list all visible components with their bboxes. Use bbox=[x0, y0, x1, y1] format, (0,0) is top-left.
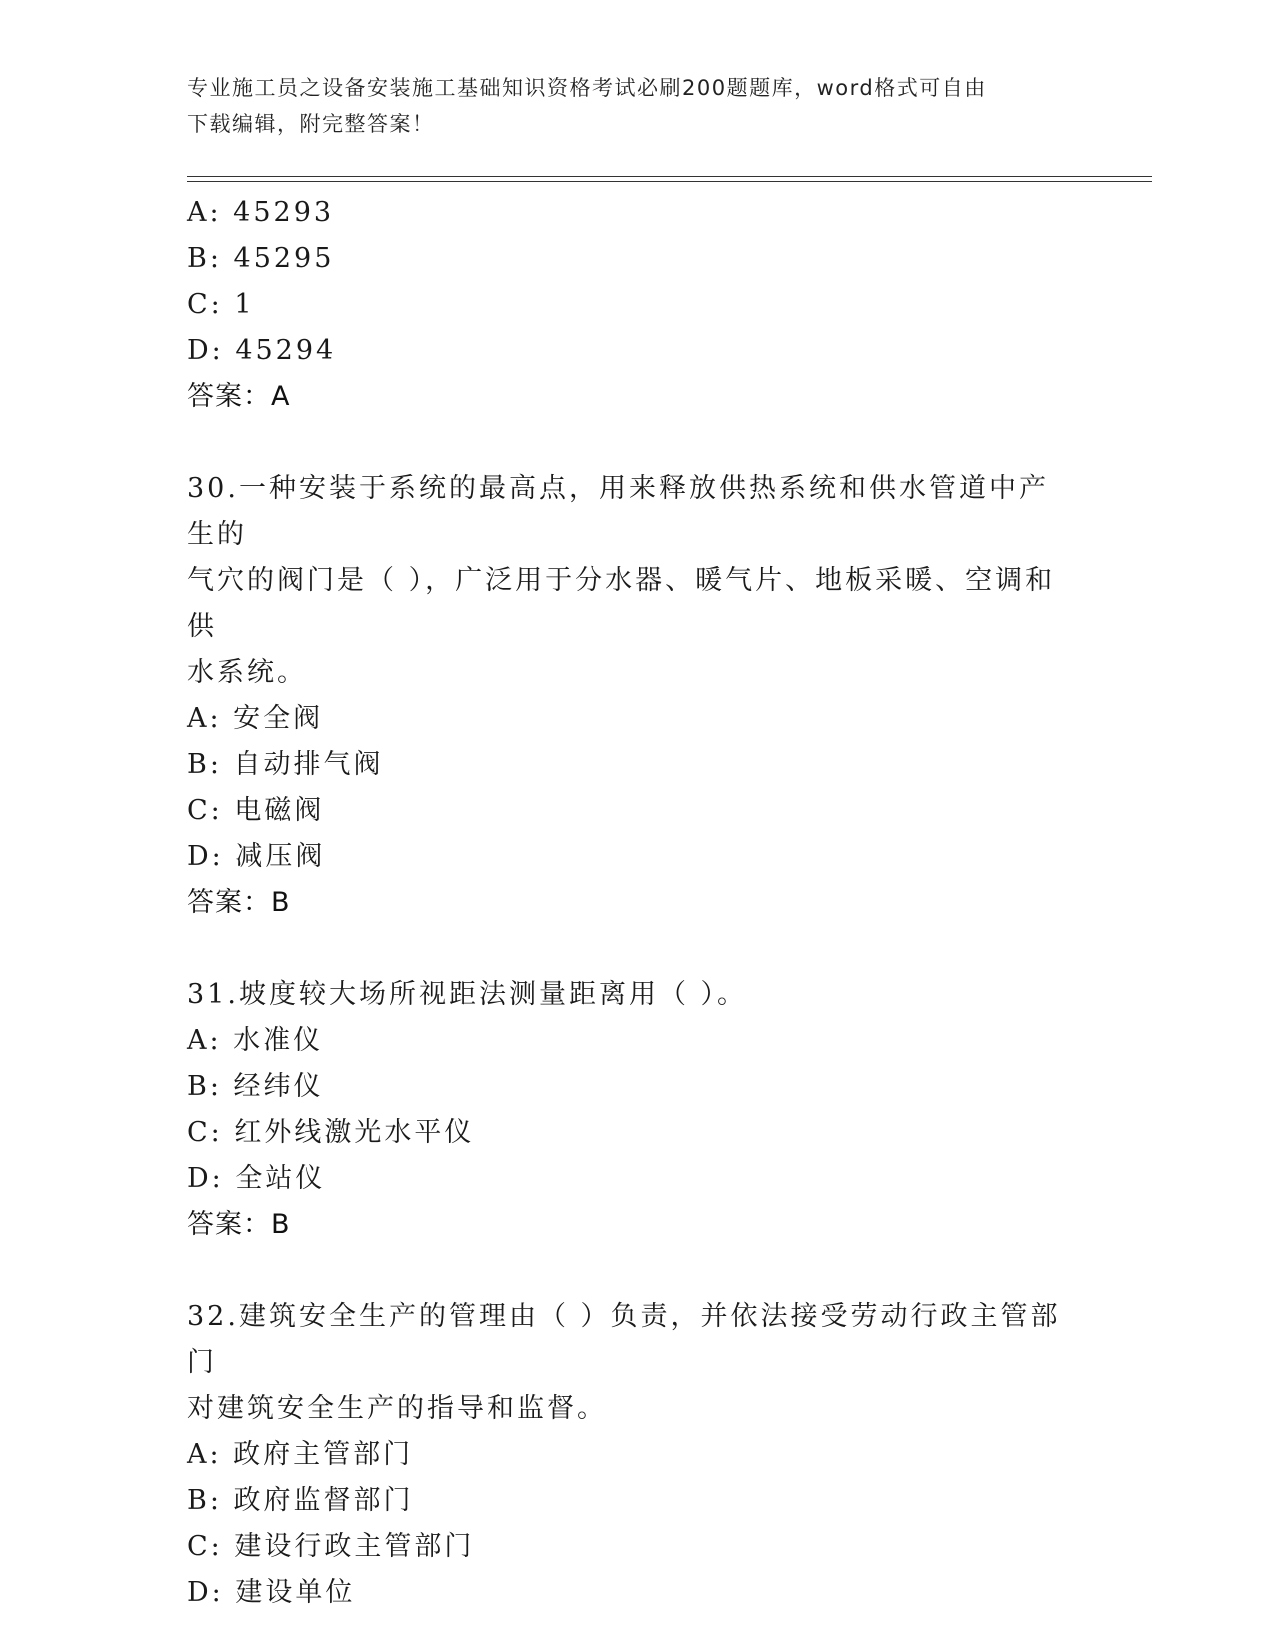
option-c: C: 红外线激光水平仪 bbox=[187, 1117, 475, 1148]
option-b: B: 45295 bbox=[187, 243, 335, 274]
question-stem-line: 31.坡度较大场所视距法测量距离用（ ）。 bbox=[187, 979, 748, 1010]
question-block-31 bbox=[187, 972, 1087, 1248]
question-stem-line: 气穴的阀门是（ ），广泛用于分水器、暖气片、地板采暖、空调和供 bbox=[187, 565, 1056, 642]
option-b: B: 政府监督部门 bbox=[187, 1485, 414, 1516]
option-a: A: 安全阀 bbox=[187, 703, 324, 734]
question-stem-line: 水系统。 bbox=[187, 657, 307, 688]
question-block-29 bbox=[187, 190, 1087, 420]
spacer bbox=[187, 420, 1087, 466]
header-line-2: 下载编辑，附完整答案！ bbox=[187, 112, 435, 136]
option-c: C: 建设行政主管部门 bbox=[187, 1531, 475, 1562]
option-d: D: 45294 bbox=[187, 335, 337, 366]
question-block-32 bbox=[187, 1294, 1087, 1616]
option-a: A: 水准仪 bbox=[187, 1025, 324, 1056]
option-d: D: 全站仪 bbox=[187, 1163, 326, 1194]
question-content bbox=[187, 190, 1087, 1616]
option-d: D: 建设单位 bbox=[187, 1577, 356, 1608]
answer-label: 答案：B bbox=[187, 1209, 291, 1240]
question-stem-line: 30.一种安装于系统的最高点，用来释放供热系统和供水管道中产生的 bbox=[187, 473, 1049, 550]
option-a: A: 45293 bbox=[187, 197, 335, 228]
spacer bbox=[187, 1248, 1087, 1294]
header-line-1: 专业施工员之设备安装施工基础知识资格考试必刷200题题库，word格式可自由 bbox=[187, 76, 987, 100]
spacer bbox=[187, 926, 1087, 972]
question-block-30 bbox=[187, 466, 1087, 926]
option-d: D: 减压阀 bbox=[187, 841, 326, 872]
header-divider-bottom bbox=[187, 181, 1152, 182]
question-stem-line: 32.建筑安全生产的管理由（ ）负责，并依法接受劳动行政主管部门 bbox=[187, 1301, 1061, 1378]
question-stem-line: 对建筑安全生产的指导和监督。 bbox=[187, 1393, 607, 1424]
answer-label: 答案：A bbox=[187, 381, 291, 412]
option-c: C: 电磁阀 bbox=[187, 795, 325, 826]
option-b: B: 自动排气阀 bbox=[187, 749, 384, 780]
header-divider-top bbox=[187, 176, 1152, 177]
answer-label: 答案：B bbox=[187, 887, 291, 918]
option-b: B: 经纬仪 bbox=[187, 1071, 324, 1102]
document-header bbox=[187, 70, 1067, 142]
option-a: A: 政府主管部门 bbox=[187, 1439, 414, 1470]
option-c: C: 1 bbox=[187, 289, 255, 320]
